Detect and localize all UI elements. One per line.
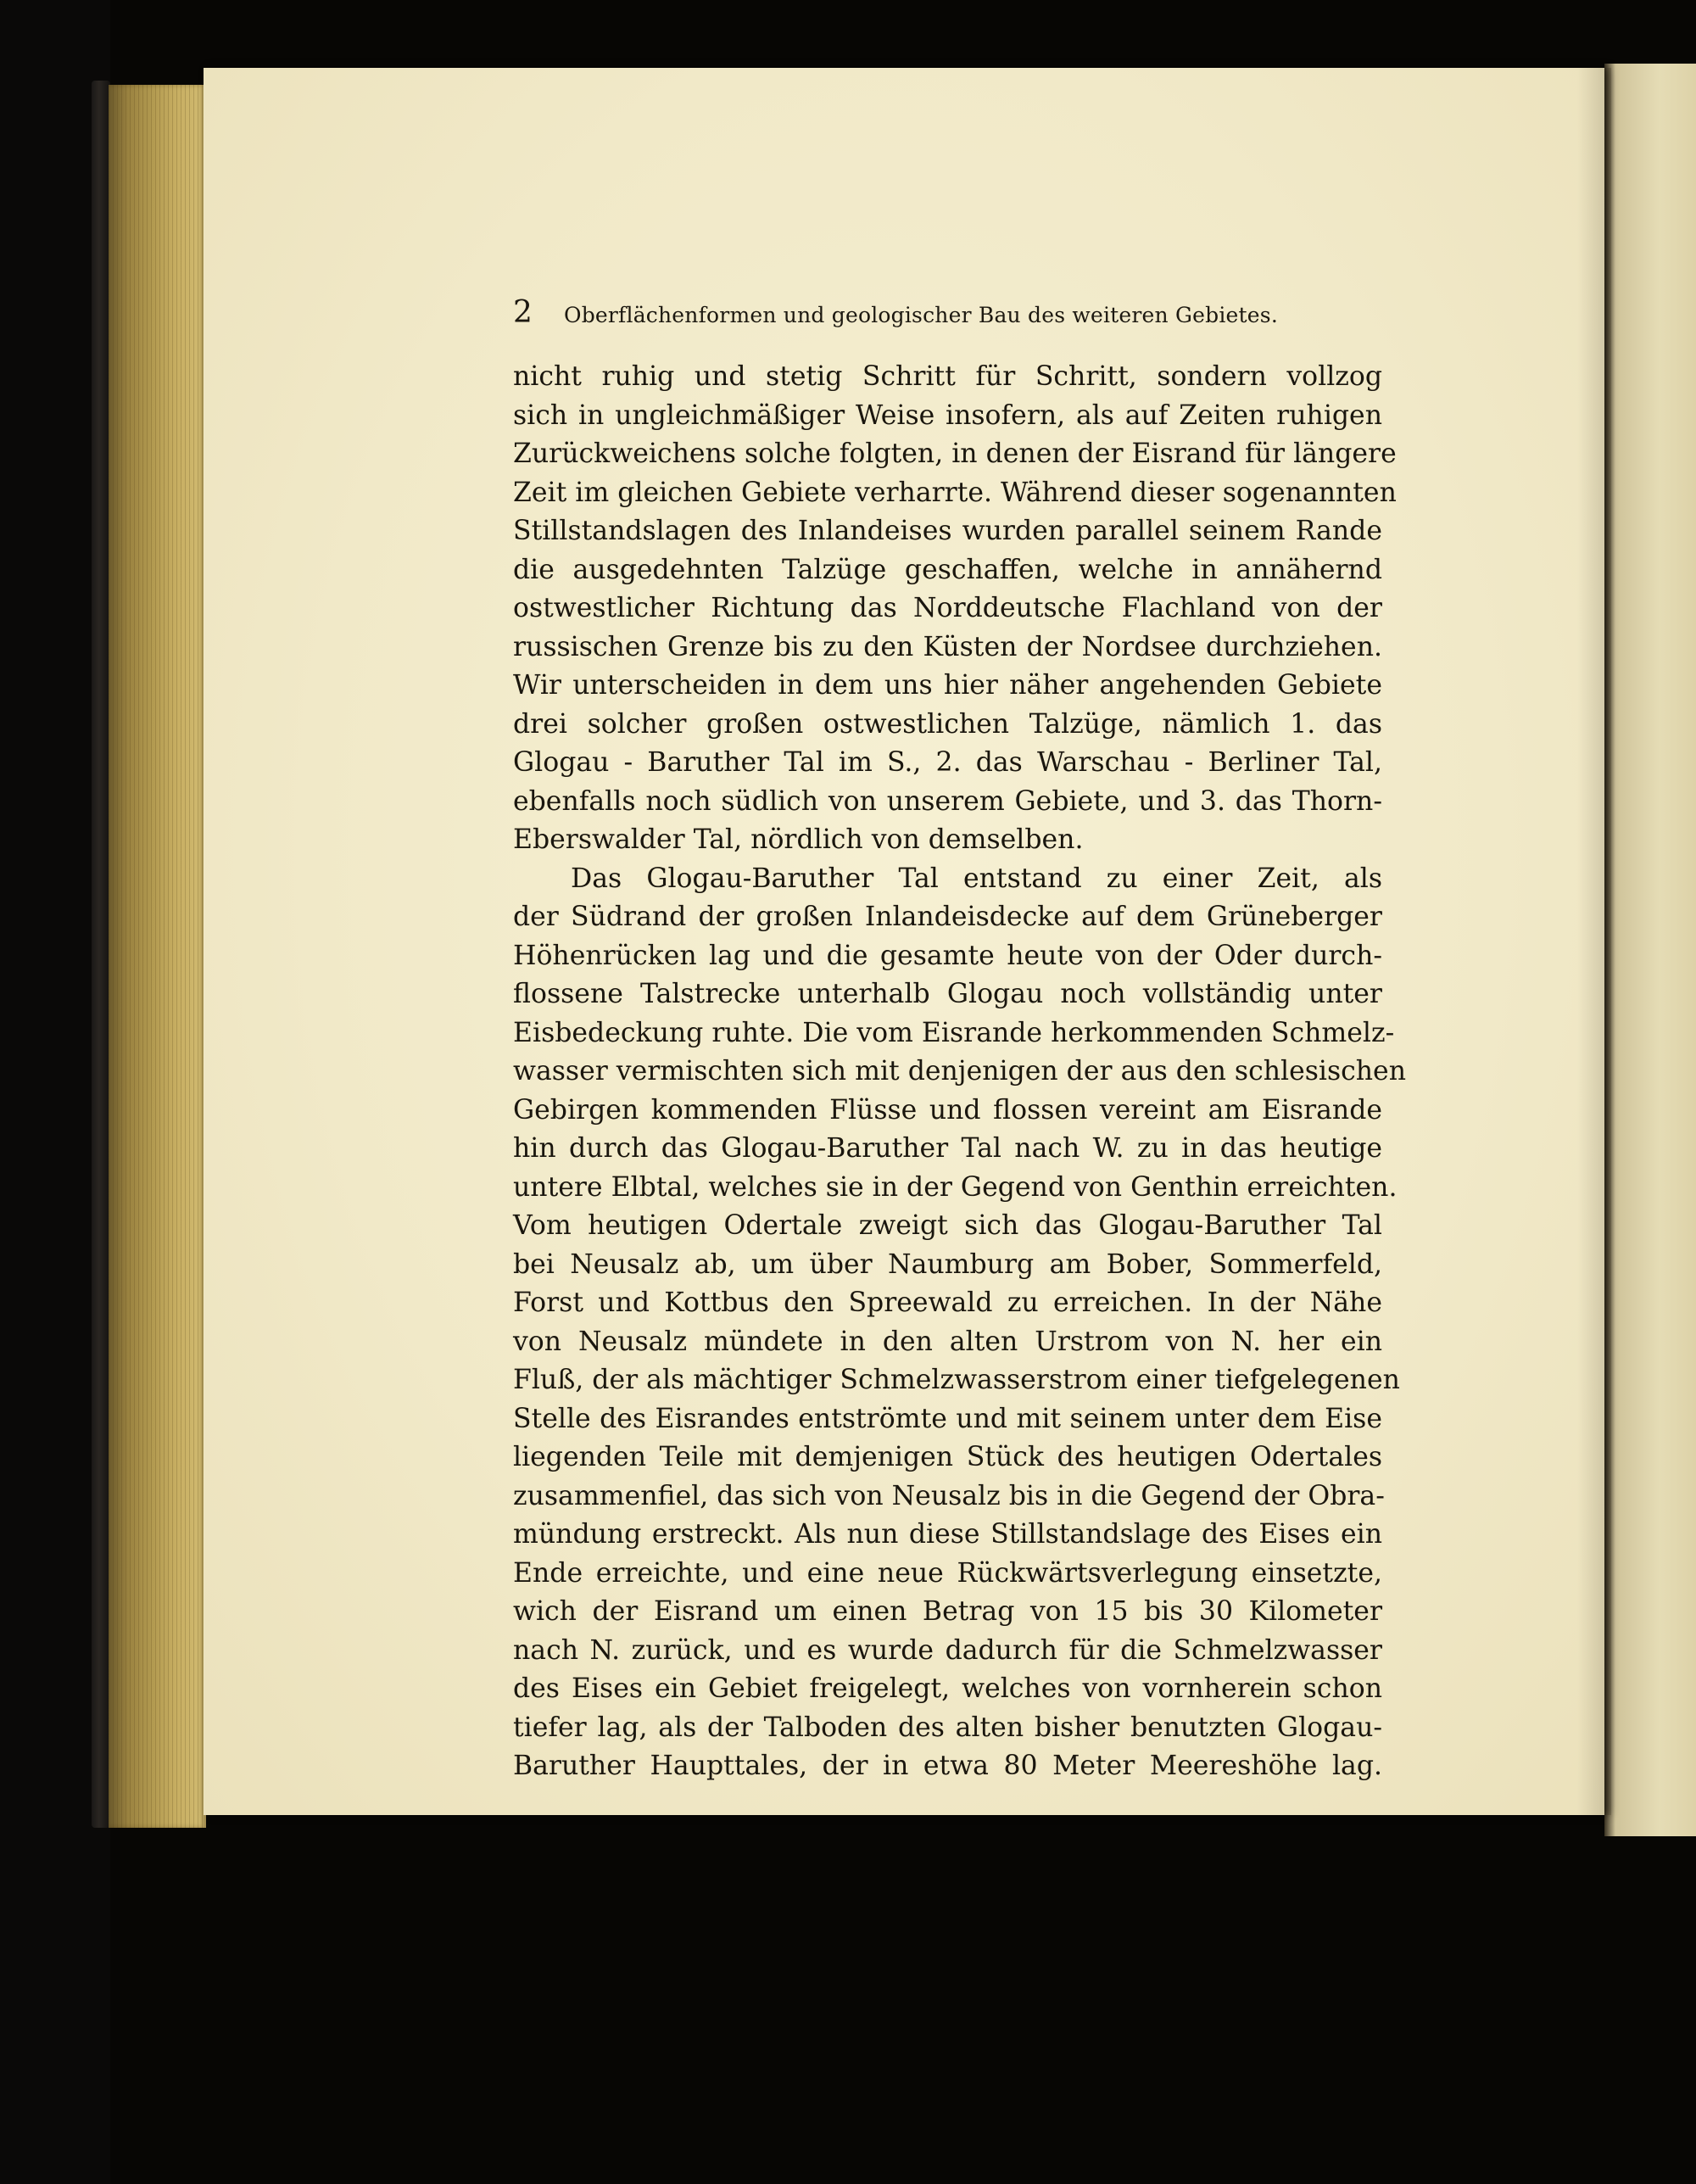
text-line: Wir unterscheiden in dem uns hier näher angehenden Gebiete	[513, 670, 1382, 701]
text-line: flossene Talstrecke unterhalb Glogau noch vollständig unter	[513, 979, 1382, 1009]
text-line: Forst und Kottbus den Spreewald zu erreichen. In der Nähe	[513, 1287, 1382, 1318]
page-number: 2	[513, 295, 533, 330]
text-line: liegenden Teile mit demjenigen Stück des heutigen Odertales	[513, 1442, 1382, 1472]
text-line: Stelle des Eisrandes entströmte und mit seinem unter dem Eise	[513, 1403, 1382, 1434]
text-line: Baruther Haupttales, der in etwa 80 Meter Meereshöhe lag.	[513, 1751, 1382, 1781]
text-line: des Eises ein Gebiet freigelegt, welches von vornherein schon	[513, 1673, 1382, 1704]
text-line: Zurückweichens solche folgten, in denen der Eisrand für längere	[513, 438, 1397, 469]
text-line: der Südrand der großen Inlandeisdecke auf dem Grüneberger	[513, 902, 1382, 932]
page-stack-edge	[109, 85, 206, 1828]
running-head-title: Oberflächenformen und geologischer Bau des weiteren Gebietes.	[564, 303, 1278, 327]
text-line: Vom heutigen Odertale zweigt sich das Glogau-Baruther Tal	[513, 1210, 1382, 1241]
text-line: mündung erstreckt. Als nun diese Stillstandslage des Eises ein	[513, 1519, 1382, 1550]
text-line-paragraph-start: Das Glogau-Baruther Tal entstand zu einer Zeit, als	[571, 863, 1382, 894]
text-line: Glogau - Baruther Tal im S., 2. das Warschau - Berliner Tal,	[513, 747, 1382, 778]
text-line: die ausgedehnten Talzüge geschaffen, welche in annähernd	[513, 554, 1382, 585]
text-line: nach N. zurück, und es wurde dadurch für die Schmelzwasser	[513, 1634, 1382, 1666]
text-line: tiefer lag, als der Talboden des alten bisher benutzten Glogau-	[513, 1712, 1382, 1743]
text-line: bei Neusalz ab, um über Naumburg am Bober, Sommerfeld,	[513, 1248, 1382, 1280]
text-line: ebenfalls noch südlich von unserem Gebiete, und 3. das Thorn-	[513, 785, 1382, 817]
facing-page-edge	[1604, 64, 1696, 1836]
book-binding-edge	[92, 81, 110, 1828]
text-line: Ende erreichte, und eine neue Rückwärtsverlegung einsetzte,	[513, 1557, 1382, 1589]
gutter-shadow	[1577, 68, 1611, 1815]
text-line: russischen Grenze bis zu den Küsten der Nordsee durchziehen.	[513, 631, 1382, 662]
text-line: nicht ruhig und stetig Schritt für Schritt, sondern vollzog	[513, 361, 1382, 392]
text-line: Gebirgen kommenden Flüsse und flossen vereint am Eisrande	[513, 1094, 1382, 1126]
text-line: wich der Eisrand um einen Betrag von 15 bis 30 Kilometer	[513, 1596, 1382, 1627]
body-text	[513, 358, 1406, 1786]
text-line: von Neusalz mündete in den alten Urstrom von N. her ein	[513, 1326, 1382, 1357]
text-line: Zeit im gleichen Gebiete verharrte. Während dieser sogenannten	[513, 477, 1397, 508]
text-line: Fluß, der als mächtiger Schmelzwasserstrom einer tiefgelegenen	[513, 1365, 1400, 1395]
text-line: sich in ungleichmäßiger Weise insofern, als auf Zeiten ruhigen	[513, 399, 1382, 431]
text-line: Eisbedeckung ruhte. Die vom Eisrande herkommenden Schmelz-	[513, 1017, 1395, 1048]
text-line-paragraph-end: Eberswalder Tal, nördlich von demselben.	[513, 824, 1084, 855]
text-line: ostwestlicher Richtung das Norddeutsche Flachland von der	[513, 593, 1382, 623]
text-line: hin durch das Glogau-Baruther Tal nach W. zu in das heutige	[513, 1133, 1382, 1164]
text-line: untere Elbtal, welches sie in der Gegend von Genthin erreichten.	[513, 1171, 1398, 1203]
text-line: Stillstandslagen des Inlandeises wurden parallel seinem Rande	[513, 516, 1382, 546]
running-head	[513, 295, 1361, 336]
text-line: drei solcher großen ostwestlichen Talzüge, nämlich 1. das	[513, 708, 1382, 740]
text-line: zusammenfiel, das sich von Neusalz bis in die Gegend der Obra-	[513, 1480, 1385, 1511]
text-line: Höhenrücken lag und die gesamte heute von der Oder durch-	[513, 940, 1382, 971]
text-line: wasser vermischten sich mit denjenigen der aus den schlesischen	[513, 1056, 1406, 1086]
